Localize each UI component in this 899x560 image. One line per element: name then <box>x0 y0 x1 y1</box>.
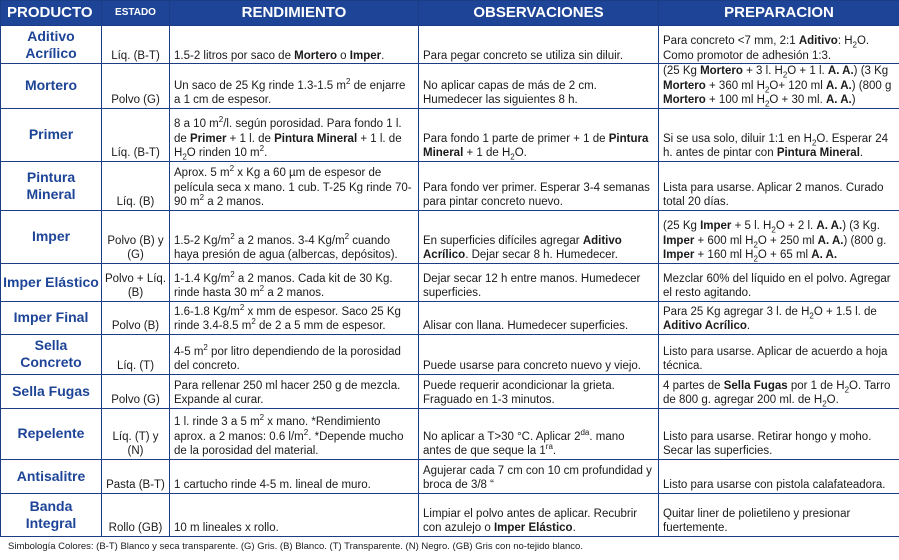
header-observaciones: OBSERVACIONES <box>419 1 659 26</box>
product-observaciones: Limpiar el polvo antes de aplicar. Recubrir con azulejo o Imper Elástico. <box>419 493 659 536</box>
product-name: Sella Concreto <box>1 334 102 374</box>
product-preparacion: Si se usa solo, diluir 1:1 en $H_2O$. Esperar 24 h. antes de pintar con Pintura Mineral. <box>659 108 899 161</box>
header-row <box>1 1 899 26</box>
product-preparacion: (25 Kg Imper + 5 l. $H_2O + 2$ l. A. A.) (3 Kg. Imper + 600 ml $H_2O + 250$ ml A. A.) (800 g. Imper + 160 ml $H_2O + 65$ ml A. A. <box>659 210 899 263</box>
product-preparacion: Listo para usarse con pistola calafateadora. <box>659 459 899 493</box>
product-observaciones: En superficies difíciles agregar Aditivo Acrílico. Dejar secar 8 h. Humedecer. <box>419 210 659 263</box>
table-row <box>1 374 899 408</box>
product-preparacion: Quitar liner de polietileno y presionar fuertemente. <box>659 493 899 536</box>
product-rendimiento: 1.5-2 litros por saco de Mortero o Imper. <box>170 26 419 64</box>
product-name: Repelente <box>1 408 102 459</box>
product-rendimiento: 10 m lineales x rollo. <box>170 493 419 536</box>
product-name: Imper Elástico <box>1 263 102 301</box>
product-estado: Líq. (T) <box>102 334 170 374</box>
color-legend-note: Simbología Colores: (B-T) Blanco y seca transparente. (G) Gris. (B) Blanco. (T) Transparente. (N) Negro. (GB) Gris con no-tejido blanco. <box>8 541 583 552</box>
table-row <box>1 26 899 64</box>
table-row <box>1 108 899 161</box>
header-estado: ESTADO <box>102 1 170 26</box>
product-estado: Polvo + Líq. (B) <box>102 263 170 301</box>
product-rendimiento: 1.5-2 $Kg/m^2$ a 2 manos. 3-4 $Kg/m^2$ cuando haya presión de agua (albercas, depósitos). <box>170 210 419 263</box>
product-estado: Polvo (B) y (G) <box>102 210 170 263</box>
product-estado: Polvo (G) <box>102 64 170 109</box>
product-rendimiento: 1.6-1.8 $Kg/m^2$ x mm de espesor. Saco 25 Kg rinde 3.4-8.5 $m^2$ de 2 a 5 mm de espesor. <box>170 301 419 334</box>
product-rendimiento: 8 a 10 $m^2/l$. según porosidad. Para fondo 1 l. de Primer + 1 l. de Pintura Mineral + 1 l. de $H_2O$ rinden 10 $m^2$. <box>170 108 419 161</box>
product-name: Sella Fugas <box>1 374 102 408</box>
product-observaciones: No aplicar a T>30 °C. Aplicar $2^{da}$. mano antes de que seque la $1^{ra}$. <box>419 408 659 459</box>
product-rendimiento: Para rellenar 250 ml hacer 250 g de mezcla. Expande al curar. <box>170 374 419 408</box>
product-observaciones: Para fondo ver primer. Esperar 3-4 semanas para pintar concreto nuevo. <box>419 161 659 210</box>
table-row <box>1 334 899 374</box>
product-preparacion: Listo para usarse. Retirar hongo y moho. Secar las superficies. <box>659 408 899 459</box>
table-row <box>1 161 899 210</box>
product-name: Pintura Mineral <box>1 161 102 210</box>
table-row <box>1 459 899 493</box>
product-rendimiento: 4-5 $m^2$ por litro dependiendo de la porosidad del concreto. <box>170 334 419 374</box>
header-producto: PRODUCTO <box>1 1 102 26</box>
product-observaciones: Puede usarse para concreto nuevo y viejo. <box>419 334 659 374</box>
product-name: Banda Integral <box>1 493 102 536</box>
product-preparacion: (25 Kg Mortero + 3 l. $H_2O + 1$ l. A. A.) (3 Kg Mortero + 360 ml $H_2O+ 120$ ml A. A.) (800 g Mortero + 100 ml $H_2O + 30$ ml. A. A.) <box>659 64 899 109</box>
product-name: Mortero <box>1 64 102 109</box>
product-preparacion: 4 partes de Sella Fugas por 1 de $H_2O$. Tarro de 800 g. agregar 200 ml. de $H_2O$. <box>659 374 899 408</box>
product-rendimiento: 1 cartucho rinde 4-5 m. lineal de muro. <box>170 459 419 493</box>
product-name: Primer <box>1 108 102 161</box>
product-name: Aditivo Acrílico <box>1 26 102 64</box>
product-preparacion: Mezclar 60% del líquido en el polvo. Agregar el resto agitando. <box>659 263 899 301</box>
product-name: Antisalitre <box>1 459 102 493</box>
product-observaciones: Dejar secar 12 h entre manos. Humedecer superficies. <box>419 263 659 301</box>
product-preparacion: Listo para usarse. Aplicar de acuerdo a hoja técnica. <box>659 334 899 374</box>
product-preparacion: Para 25 Kg agregar 3 l. de $H_2O + 1.5$ l. de Aditivo Acrílico. <box>659 301 899 334</box>
table-body <box>1 26 899 537</box>
product-observaciones: Agujerar cada 7 cm con 10 cm profundidad y broca de 3/8 “ <box>419 459 659 493</box>
product-estado: Líq. (B-T) <box>102 108 170 161</box>
product-rendimiento: Aprox. 5 $m^2$ x Kg a 60 µm de espesor de película seca x mano. 1 cub. T-25 Kg rinde 70-90 $m^2$ a 2 manos. <box>170 161 419 210</box>
product-rendimiento: Un saco de 25 Kg rinde 1.3-1.5 $m^2$ de enjarre a 1 cm de espesor. <box>170 64 419 109</box>
product-observaciones: Alisar con llana. Humedecer superficies. <box>419 301 659 334</box>
product-estado: Líq. (B-T) <box>102 26 170 64</box>
product-observaciones: No aplicar capas de más de 2 cm. Humedecer las siguientes 8 h. <box>419 64 659 109</box>
product-rendimiento: 1 l. rinde 3 a 5 $m^2$ x mano. *Rendimiento aprox. a 2 manos: 0.6 $l/m^2$. *Depende mucho de la porosidad del material. <box>170 408 419 459</box>
product-estado: Rollo (GB) <box>102 493 170 536</box>
product-estado: Líq. (T) y (N) <box>102 408 170 459</box>
product-estado: Polvo (G) <box>102 374 170 408</box>
product-name: Imper <box>1 210 102 263</box>
product-observaciones: Para fondo 1 parte de primer + 1 de Pintura Mineral + 1 de $H_2O$. <box>419 108 659 161</box>
header-preparacion: PREPARACION <box>659 1 899 26</box>
table-row <box>1 408 899 459</box>
header-rendimiento: RENDIMIENTO <box>170 1 419 26</box>
product-estado: Pasta (B-T) <box>102 459 170 493</box>
product-preparacion: Lista para usarse. Aplicar 2 manos. Curado total 20 días. <box>659 161 899 210</box>
table-row <box>1 301 899 334</box>
product-rendimiento: 1-1.4 $Kg/m^2$ a 2 manos. Cada kit de 30 Kg. rinde hasta 30 $m^2$ a 2 manos. <box>170 263 419 301</box>
product-estado: Polvo (B) <box>102 301 170 334</box>
table-row <box>1 263 899 301</box>
table-row <box>1 210 899 263</box>
table-row <box>1 64 899 109</box>
table-row <box>1 493 899 536</box>
product-estado: Líq. (B) <box>102 161 170 210</box>
product-observaciones: Puede requerir acondicionar la grieta. Fraguado en 1-3 minutos. <box>419 374 659 408</box>
product-preparacion: Para concreto <7 mm, 2:1 Aditivo: $H_2O$. Como promotor de adhesión 1:3. <box>659 26 899 64</box>
product-name: Imper Final <box>1 301 102 334</box>
product-observaciones: Para pegar concreto se utiliza sin diluir. <box>419 26 659 64</box>
